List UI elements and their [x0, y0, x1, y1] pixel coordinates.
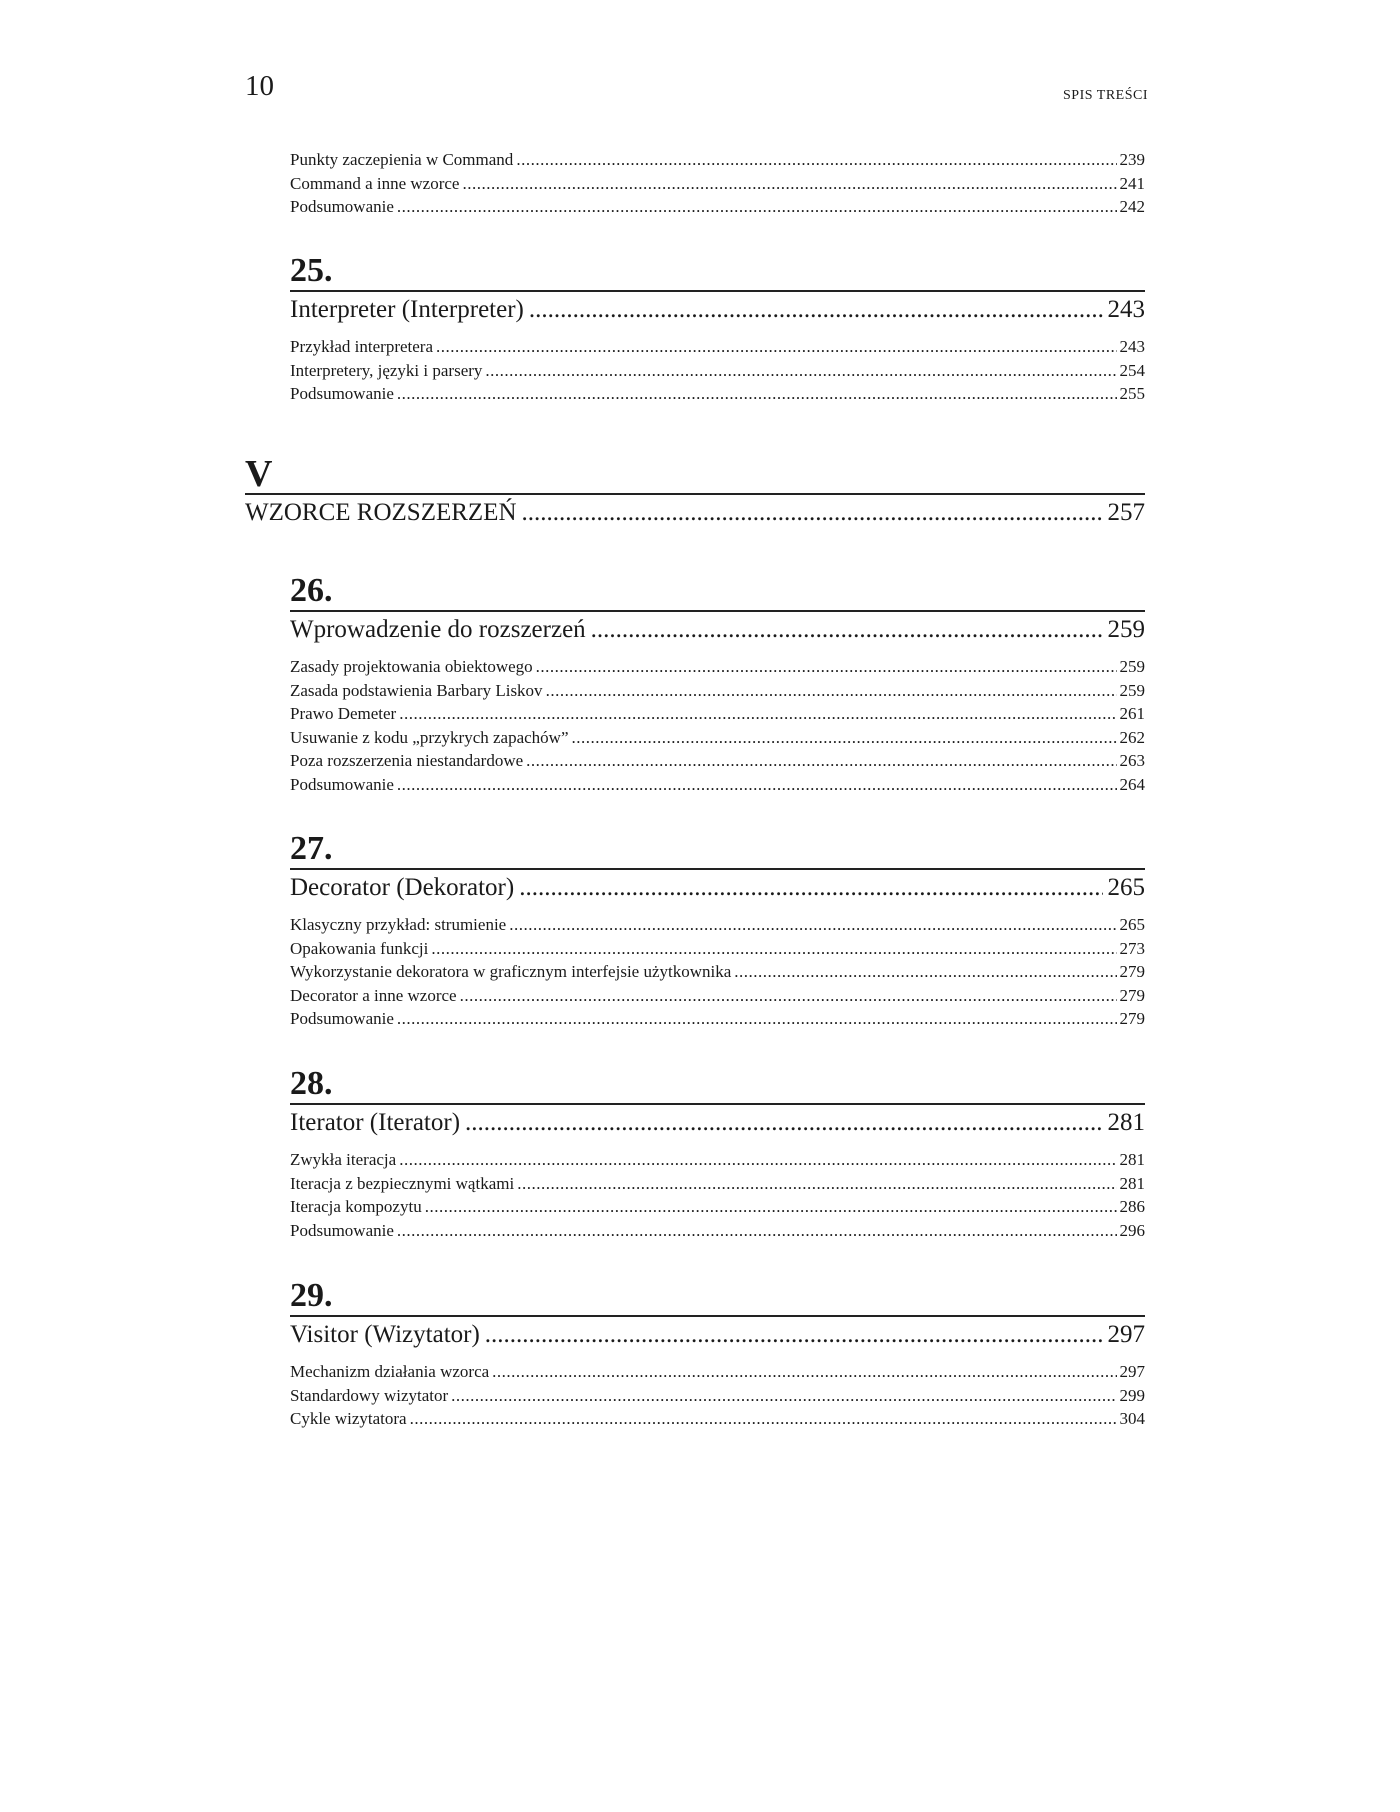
chapter-number: 27. [290, 830, 333, 867]
toc-entry[interactable]: Podsumowanie ..... 279 [290, 1007, 1145, 1031]
toc-entry[interactable]: Poza rozszerzenia niestandardowe ..... 263 [290, 749, 1145, 773]
chapter-title-entry[interactable]: Decorator (Dekorator) ..... 265 [290, 870, 1145, 906]
toc-entry[interactable]: Interpretery, języki i parsery ..... 254 [290, 359, 1145, 383]
toc-entry[interactable]: Podsumowanie ..... 242 [290, 195, 1145, 219]
running-header: SPIS TREŚCI [1063, 88, 1148, 103]
toc-entry[interactable]: Mechanizm działania wzorca ..... 297 [290, 1360, 1145, 1384]
toc-entry[interactable]: Zasada podstawienia Barbary Liskov ..... 259 [290, 679, 1145, 703]
toc-entry[interactable]: Podsumowanie ..... 296 [290, 1219, 1145, 1243]
chapter-number: 28. [290, 1065, 333, 1102]
part-number: V [245, 453, 273, 495]
toc-entry[interactable]: Wykorzystanie dekoratora w graficznym interfejsie użytkownika ..... 279 [290, 960, 1145, 984]
chapter-title-entry[interactable]: Wprowadzenie do rozszerzeń ..... 259 [290, 612, 1145, 648]
toc-entry[interactable]: Opakowania funkcji ..... 273 [290, 937, 1145, 961]
page-number: 10 [245, 70, 274, 102]
chapter-title-entry[interactable]: Interpreter (Interpreter) ..... 243 [290, 292, 1145, 328]
toc-entry[interactable]: Zwykła iteracja ..... 281 [290, 1148, 1145, 1172]
chapter-number: 26. [290, 572, 333, 609]
intro-entries [290, 148, 1145, 219]
part-title-entry[interactable]: WZORCE ROZSZERZEŃ ..... 257 [245, 495, 1145, 531]
toc-entry[interactable]: Zasady projektowania obiektowego ..... 259 [290, 655, 1145, 679]
toc-entry[interactable]: Command a inne wzorce ..... 241 [290, 172, 1145, 196]
chapter-27 [290, 832, 1145, 1031]
chapter-28 [290, 1067, 1145, 1242]
chapter-title-entry[interactable]: Visitor (Wizytator) ..... 297 [290, 1317, 1145, 1353]
chapter-26 [290, 574, 1145, 796]
toc-entry[interactable]: Podsumowanie ..... 264 [290, 773, 1145, 797]
toc-entry[interactable]: Podsumowanie ..... 255 [290, 382, 1145, 406]
toc-entry[interactable]: Iteracja z bezpiecznymi wątkami ..... 281 [290, 1172, 1145, 1196]
chapter-title-entry[interactable]: Iterator (Iterator) ..... 281 [290, 1105, 1145, 1141]
toc-entry[interactable]: Standardowy wizytator ..... 299 [290, 1384, 1145, 1408]
toc-entry[interactable]: Klasyczny przykład: strumienie ..... 265 [290, 913, 1145, 937]
toc-entry[interactable]: Cykle wizytatora ..... 304 [290, 1407, 1145, 1431]
toc-entry[interactable]: Iteracja kompozytu ..... 286 [290, 1195, 1145, 1219]
chapter-29 [290, 1279, 1145, 1431]
chapter-number: 29. [290, 1277, 333, 1314]
chapter-25 [290, 254, 1145, 406]
toc-entry[interactable]: Punkty zaczepienia w Command ..... 239 [290, 148, 1145, 172]
toc-entry[interactable]: Prawo Demeter ..... 261 [290, 702, 1145, 726]
toc-entry[interactable]: Usuwanie z kodu „przykrych zapachów” ..... 262 [290, 726, 1145, 750]
toc-entry[interactable]: Przykład interpretera ..... 243 [290, 335, 1145, 359]
part-v [245, 455, 1145, 531]
chapter-number: 25. [290, 252, 333, 289]
toc-entry[interactable]: Decorator a inne wzorce ..... 279 [290, 984, 1145, 1008]
